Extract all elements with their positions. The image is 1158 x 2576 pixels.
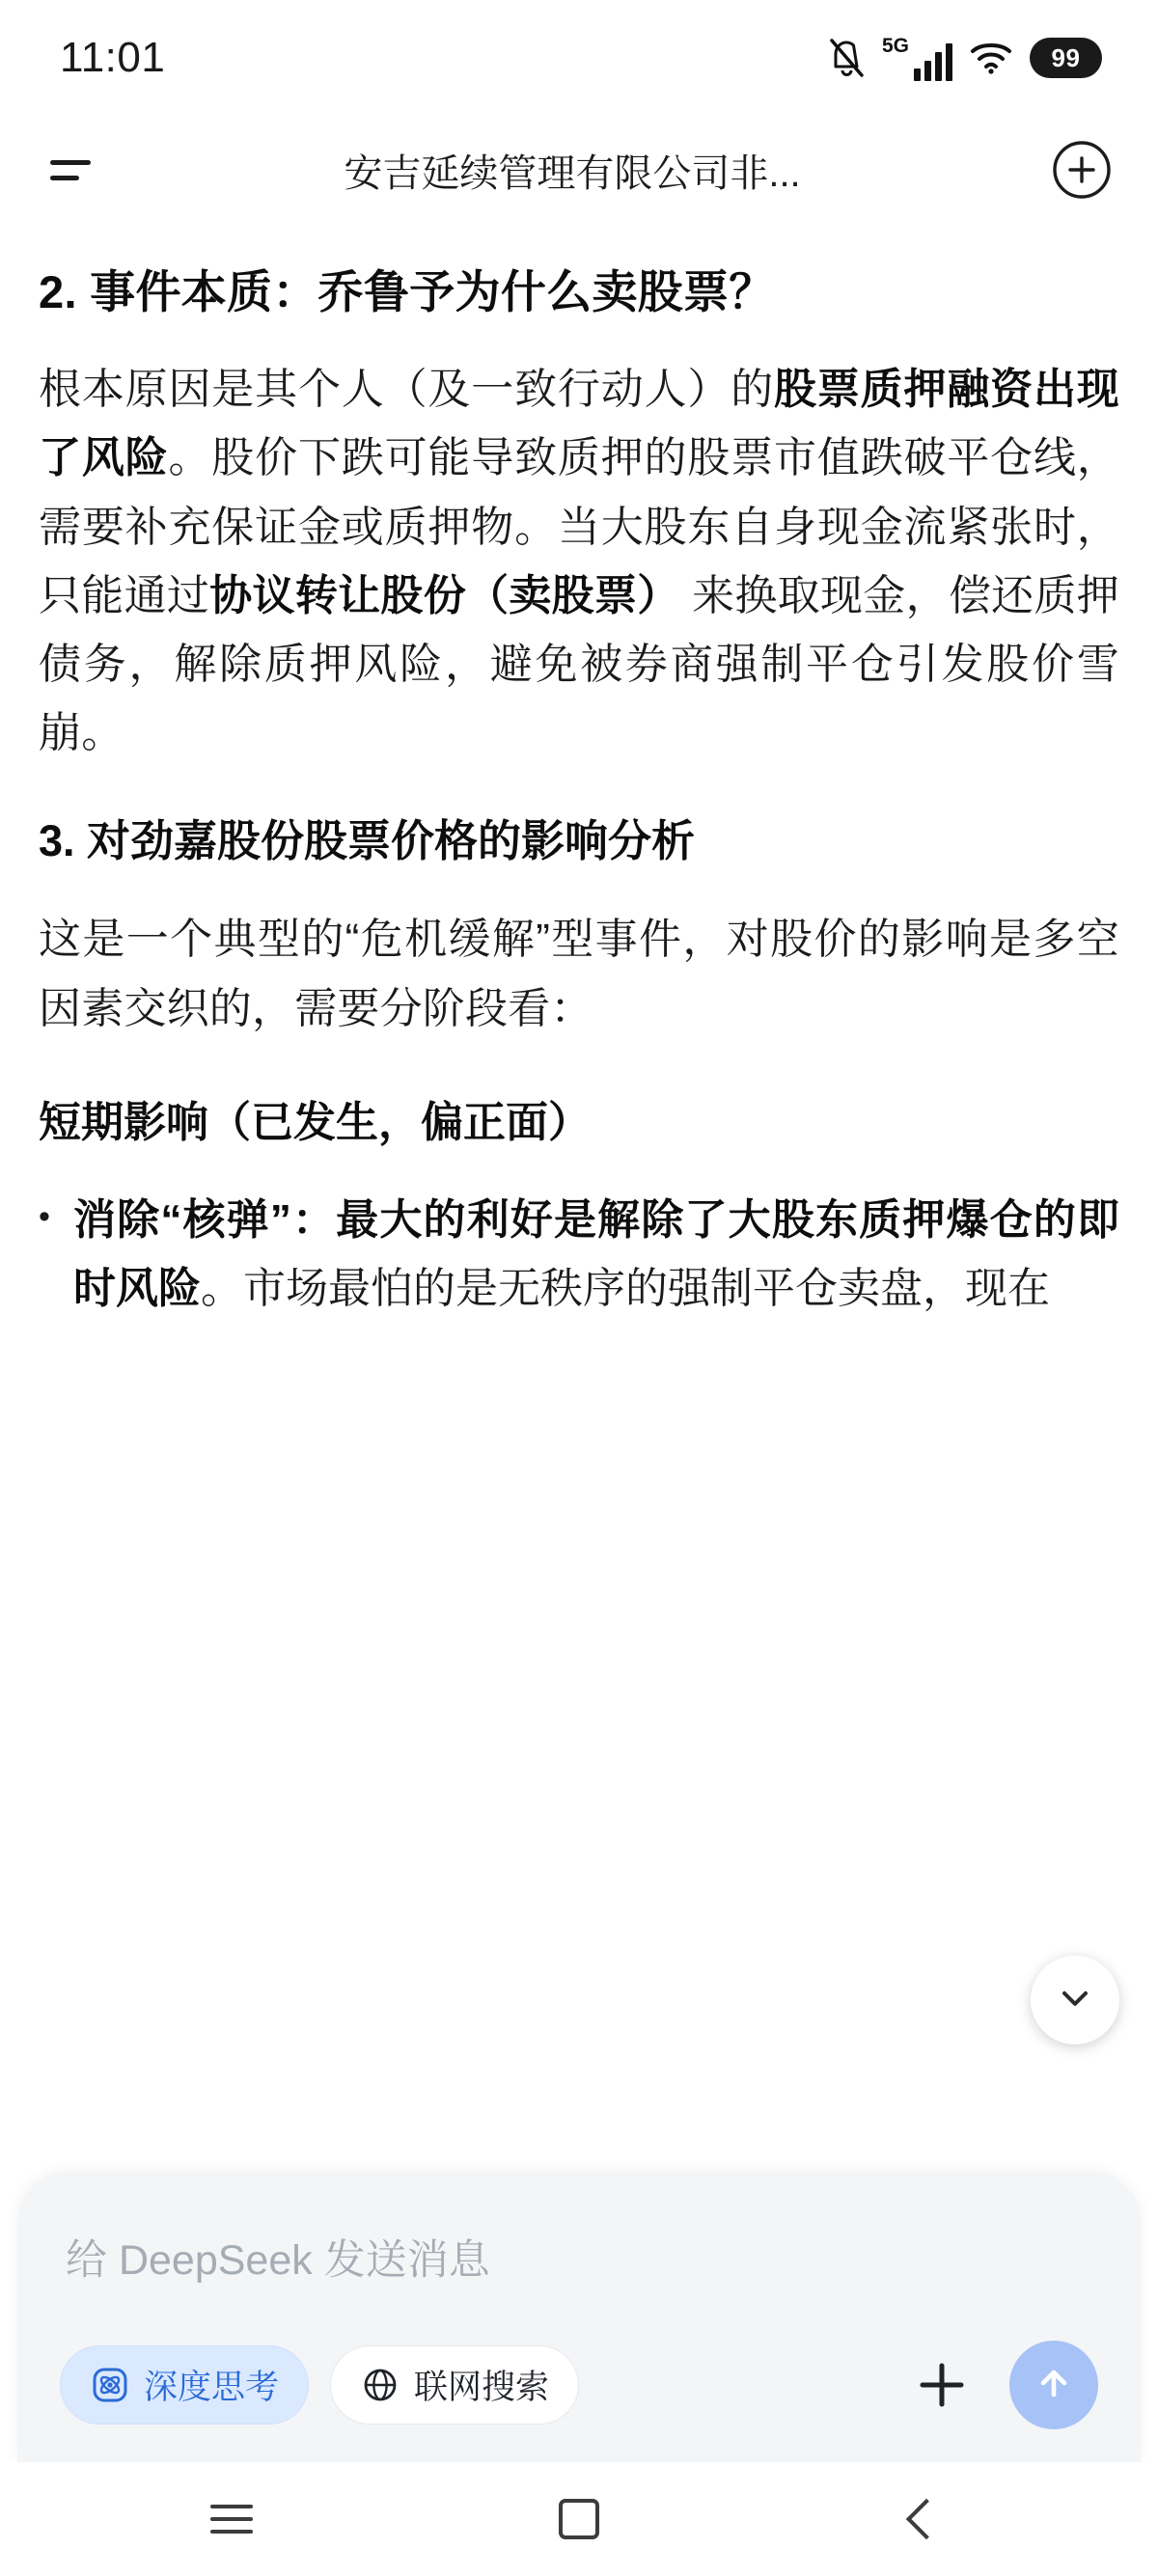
new-chat-plus-icon[interactable] <box>1052 140 1112 200</box>
deep-think-label: 深度思考 <box>144 2369 280 2406</box>
list-item-bold: 解除了大股东质押爆仓的即时风险 <box>73 1195 1120 1313</box>
para-part: 来换取现金，偿还质押债务，解除质押风险，避免被券商强制平仓引发股价雪崩。 <box>39 571 1119 757</box>
status-bar <box>0 0 1158 116</box>
recents-icon[interactable] <box>174 2476 290 2562</box>
status-icon-group <box>827 36 1102 81</box>
back-chevron-icon[interactable] <box>868 2476 984 2562</box>
send-button[interactable] <box>1009 2341 1098 2429</box>
globe-icon <box>360 2365 400 2405</box>
scroll-to-bottom-button[interactable] <box>1031 1956 1119 2044</box>
deep-think-chip[interactable] <box>60 2345 309 2425</box>
bullet-dot: • <box>39 1197 50 1235</box>
web-search-label: 联网搜索 <box>414 2369 550 2406</box>
message-composer <box>17 2172 1141 2462</box>
list-item-bold: 消除“核弹”：最大的利好是 <box>73 1195 598 1244</box>
battery-icon: 99 <box>1030 38 1102 78</box>
mute-icon <box>827 37 866 79</box>
para-part-bold: 协议转让股份（卖股票） <box>209 571 680 619</box>
subheading-short-term: 短期影响（已发生，偏正面） <box>39 1098 591 1146</box>
list-item <box>39 1186 1119 1324</box>
para-part-bold: 股票质押融资出现了风险 <box>39 366 1119 482</box>
send-arrow-up-icon <box>1031 2360 1077 2411</box>
list-item-text <box>73 1186 1119 1324</box>
page-title: 安吉延续管理有限公司非... <box>344 151 801 195</box>
chevron-down-icon <box>1055 1978 1095 2023</box>
wifi-icon <box>969 39 1013 77</box>
signal-bars <box>914 42 952 81</box>
para-part: 根本原因是其个人（及一致行动人）的 <box>39 366 775 414</box>
paragraph-analysis: 这是一个典型的“危机缓解”型事件，对股价的影响是多空因素交织的，需要分阶段看： <box>39 916 1119 1032</box>
section-heading-2: 2. 事件本质：乔鲁予为什么卖股票？ <box>39 266 775 317</box>
composer-toolbar <box>60 2341 1098 2429</box>
section-heading-3: 3. 对劲嘉股份股票价格的影响分析 <box>39 815 696 865</box>
paragraph-cause <box>39 355 1119 768</box>
list-item-plain: 。市场最怕的是无秩序的强制平仓卖盘，现在 <box>201 1265 1050 1313</box>
app-bar <box>0 116 1158 224</box>
hamburger-menu-icon[interactable] <box>39 133 112 206</box>
deep-think-icon <box>90 2365 130 2405</box>
signal-icon <box>882 36 952 81</box>
status-time: 11:01 <box>60 34 166 81</box>
network-label: 5G <box>881 34 909 57</box>
web-search-chip[interactable] <box>330 2345 579 2425</box>
para-part: 。股价下跌可能导致质押的股票市值跌破平仓线，需要补充保证金或质押物。当大股东自身现金流紧张时，只能通过 <box>39 434 1119 619</box>
article-content[interactable] <box>0 224 1158 2172</box>
attach-plus-icon[interactable] <box>905 2348 979 2422</box>
message-input[interactable]: 给 DeepSeek 发送消息 <box>66 2237 490 2284</box>
system-nav-bar <box>0 2462 1158 2576</box>
home-square-icon[interactable] <box>521 2476 637 2562</box>
